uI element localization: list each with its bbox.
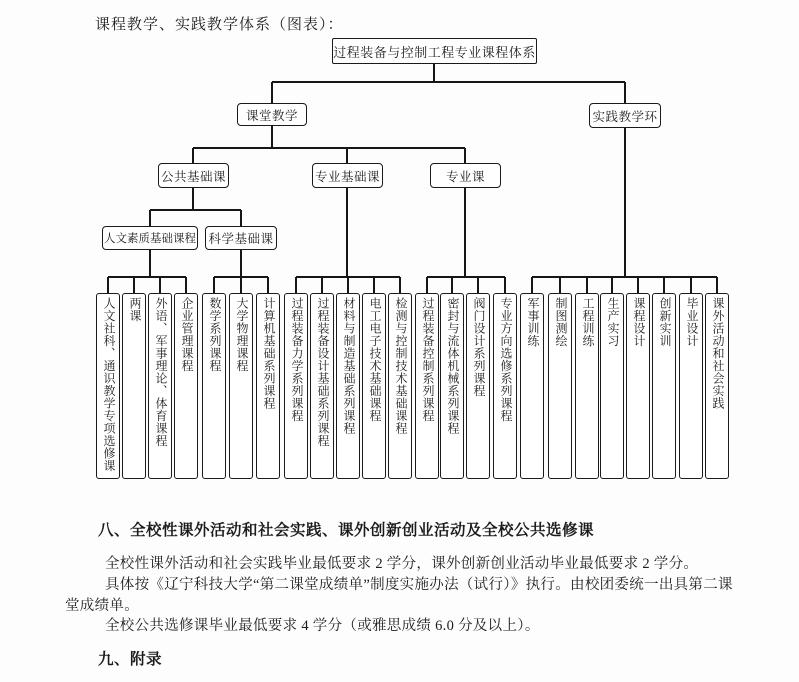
node-root-curriculum-system: 过程装备与控制工程专业课程体系 [332, 38, 537, 64]
node-classroom-teaching: 课堂教学 [237, 103, 307, 126]
leaf-course-node: 工程训练 [575, 293, 599, 479]
leaf-course-node: 计算机基础系列课程 [256, 293, 280, 479]
section-8-paragraph-2-line-2: 堂成绩单。 [65, 598, 139, 614]
node-major-basic-courses: 专业基础课 [312, 163, 383, 188]
leaf-course-node: 检测与控制技术基础课程 [388, 293, 412, 479]
leaf-course-node: 创新实训 [652, 293, 676, 479]
leaf-course-node: 生产实习 [600, 293, 624, 479]
node-public-basic-courses: 公共基础课 [158, 163, 229, 188]
leaf-course-node: 大学物理课程 [229, 293, 253, 479]
section-8-paragraph-3: 全校公共选修课毕业最低要求 4 学分（或雅思成绩 6.0 分及以上）。 [105, 618, 540, 634]
leaf-course-node: 过程装备设计基础系列课程 [310, 293, 334, 479]
figure-caption: 课程教学、实践教学体系（图表）： [95, 17, 344, 33]
leaf-course-node: 外语、军事理论、体育课程 [148, 293, 172, 479]
leaf-course-node: 毕业设计 [679, 293, 703, 479]
leaf-course-node: 军事训练 [520, 293, 544, 479]
section-9-heading: 九、附录 [98, 651, 163, 668]
node-practice-teaching: 实践教学环 [589, 103, 661, 128]
node-science-basic-courses: 科学基础课 [205, 226, 277, 250]
node-major-courses: 专业课 [430, 163, 501, 188]
node-humanities-basic-courses: 人文素质基础课程 [102, 226, 198, 250]
leaf-course-node: 过程装备控制系列课程 [415, 293, 439, 479]
leaf-course-node: 数学系列课程 [202, 293, 226, 479]
leaf-course-node: 电工电子技术基础课程 [362, 293, 386, 479]
leaf-course-node: 课程设计 [626, 293, 650, 479]
leaf-course-node: 过程装备力学系列课程 [284, 293, 308, 479]
leaf-course-node: 课外活动和社会实践 [705, 293, 729, 479]
section-8-heading: 八、全校性课外活动和社会实践、课外创新创业活动及全校公共选修课 [98, 522, 595, 539]
leaf-course-node: 专业方向选修系列课程 [493, 293, 517, 479]
leaf-course-node: 两课 [122, 293, 146, 479]
leaf-course-node: 材料与制造基础系列课程 [336, 293, 360, 479]
section-8-paragraph-1: 全校性课外活动和社会实践毕业最低要求 2 学分，课外创新创业活动毕业最低要求 2 学分。 [105, 556, 699, 572]
section-8-paragraph-2-line-1: 具体按《辽宁科技大学“第二课堂成绩单”制度实施办法（试行）》执行。由校团委统一出具第二课 [105, 577, 733, 593]
leaf-course-node: 人文社科、通识教学专项选修课 [96, 293, 120, 479]
leaf-course-node: 密封与流体机械系列课程 [440, 293, 464, 479]
leaf-course-node: 阀门设计系列课程 [466, 293, 490, 479]
leaf-course-node: 企业管理课程 [174, 293, 198, 479]
leaf-course-node: 制图测绘 [548, 293, 572, 479]
